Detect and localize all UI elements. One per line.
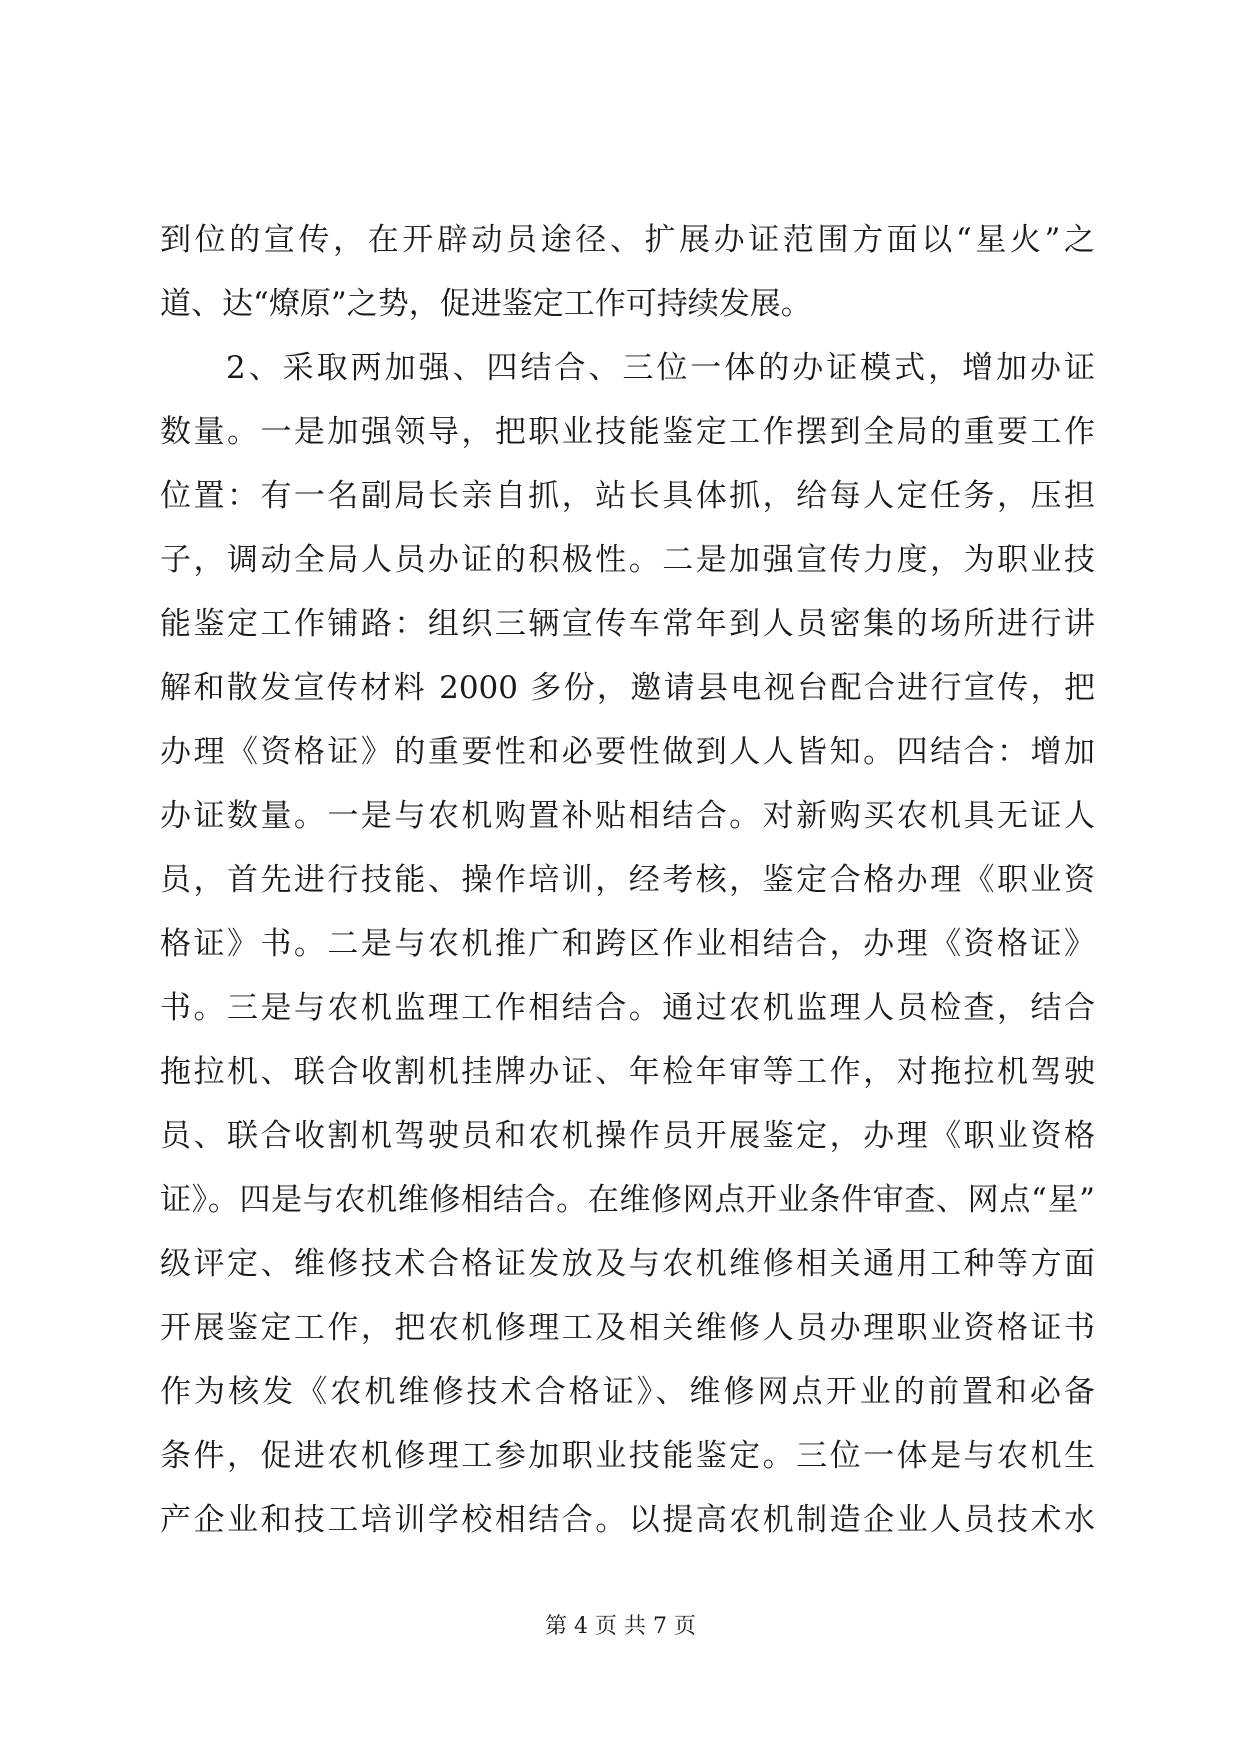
text-line-2: 道、达“燎原”之势，促进鉴定工作可持续发展。	[160, 286, 812, 322]
document-body	[160, 208, 1095, 1552]
text-line-7: 能鉴定工作铺路：组织三辆宣传车常年到人员密集的场所进行讲	[160, 606, 1095, 642]
text-line-4: 数量。一是加强领导，把职业技能鉴定工作摆到全局的重要工作	[160, 414, 1095, 450]
text-line-11: 员，首先进行技能、操作培训，经考核，鉴定合格办理《职业资	[160, 862, 1095, 898]
text-line-8: 解和散发宣传材料 2000 多份，邀请县电视台配合进行宣传，把	[160, 670, 1095, 706]
text-line-12: 格证》书。二是与农机推广和跨区作业相结合，办理《资格证》	[160, 926, 1095, 962]
text-line-17: 级评定、维修技术合格证发放及与农机维修相关通用工种等方面	[160, 1246, 1095, 1282]
text-line-15: 员、联合收割机驾驶员和农机操作员开展鉴定，办理《职业资格	[160, 1118, 1095, 1154]
text-line-19: 作为核发《农机维修技术合格证》、维修网点开业的前置和必备	[160, 1374, 1095, 1410]
page-number-footer: 第 4 页 共 7 页	[545, 1614, 696, 1639]
text-line-16: 证》。四是与农机维修相结合。在维修网点开业条件审查、网点“星”	[160, 1182, 1095, 1218]
text-line-13: 书。三是与农机监理工作相结合。通过农机监理人员检查，结合	[160, 990, 1095, 1026]
text-line-3: 2、采取两加强、四结合、三位一体的办证模式，增加办证	[226, 350, 1095, 386]
text-line-20: 条件，促进农机修理工参加职业技能鉴定。三位一体是与农机生	[160, 1438, 1095, 1474]
text-line-5: 位置：有一名副局长亲自抓，站长具体抓，给每人定任务，压担	[160, 478, 1095, 514]
text-line-6: 子，调动全局人员办证的积极性。二是加强宣传力度，为职业技	[160, 542, 1095, 578]
text-line-1: 到位的宣传，在开辟动员途径、扩展办证范围方面以“星火”之	[160, 222, 1095, 258]
text-line-18: 开展鉴定工作，把农机修理工及相关维修人员办理职业资格证书	[160, 1310, 1095, 1346]
text-line-9: 办理《资格证》的重要性和必要性做到人人皆知。四结合：增加	[160, 734, 1095, 770]
text-line-10: 办证数量。一是与农机购置补贴相结合。对新购买农机具无证人	[160, 798, 1095, 834]
text-line-14: 拖拉机、联合收割机挂牌办证、年检年审等工作，对拖拉机驾驶	[160, 1054, 1095, 1090]
text-line-21: 产企业和技工培训学校相结合。以提高农机制造企业人员技术水	[160, 1502, 1095, 1538]
